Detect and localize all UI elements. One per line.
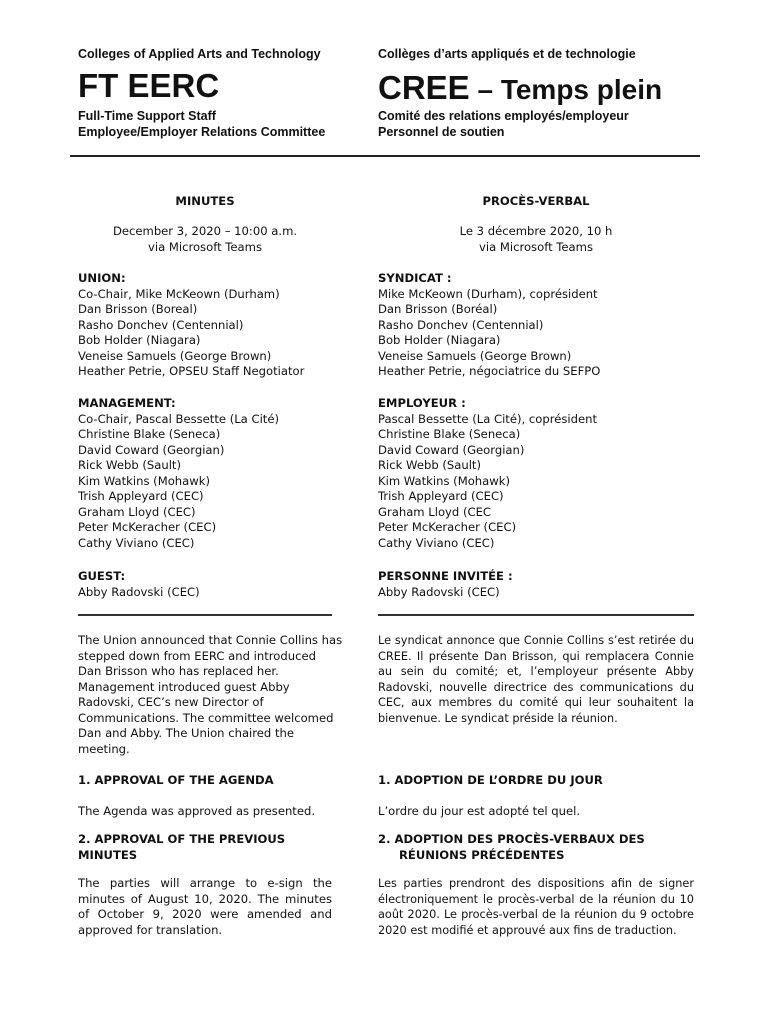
pv-heading: PROCÈS-VERBAL (482, 194, 590, 208)
union-member-en: Bob Holder (Niagara) (78, 333, 201, 347)
subtitle-en-line1: Full-Time Support Staff (78, 109, 216, 123)
management-block-en (78, 396, 332, 551)
intro-paragraph-en (78, 633, 343, 757)
management-member-fr: Trish Appleyard (CEC) (378, 489, 504, 503)
management-member-en: Graham Lloyd (CEC) (78, 504, 196, 519)
title-en: FT EERC (78, 67, 220, 104)
union-member-en: Heather Petrie, OPSEU Staff Negotiator (78, 364, 305, 378)
intro-line-en: The Union announced that Connie Collins has (78, 633, 343, 647)
intro-line-en: Communications. The committee welcomed (78, 710, 334, 725)
header-divider (70, 155, 700, 157)
management-member-en: David Coward (Georgian) (78, 442, 225, 457)
subtitle-en (78, 108, 368, 140)
management-member-fr: Pascal Bessette (La Cité), coprésident (378, 411, 597, 426)
subtitle-fr (378, 108, 694, 140)
meeting-place-fr: via Microsoft Teams (478, 239, 593, 254)
subtitle-en-line2: Employee/Employer Relations Committee (78, 125, 326, 139)
guest-member-en: Abby Radovski (CEC) (78, 584, 200, 599)
management-member-en: Co-Chair, Pascal Bessette (La Cité) (78, 411, 279, 426)
union-heading-en: UNION: (78, 271, 126, 285)
intro-line-en: stepped down from EERC and introduced (78, 648, 316, 663)
management-member-fr: Peter McKeracher (CEC) (378, 520, 517, 534)
union-block-fr (378, 271, 694, 380)
guest-member-fr: Abby Radovski (CEC) (378, 584, 500, 599)
union-member-fr: Mike McKeown (Durham), coprésident (378, 286, 598, 301)
management-member-fr: Kim Watkins (Mohawk) (378, 473, 510, 488)
section1-text-fr: L’ordre du jour est adopté tel quel. (378, 804, 581, 818)
meeting-date-en: December 3, 2020 – 10:00 a.m. (112, 224, 298, 238)
management-heading-fr: EMPLOYEUR : (378, 396, 466, 410)
management-member-fr: Cathy Viviano (CEC) (378, 535, 495, 550)
org-name-fr: Collèges d’arts appliqués et de technologie (378, 47, 636, 61)
intro-line-en: Dan and Abby. The Union chaired the (78, 726, 294, 740)
minutes-heading: MINUTES (175, 194, 235, 208)
section1-heading-en: 1. APPROVAL OF THE AGENDA (78, 773, 274, 787)
union-member-fr: Dan Brisson (Boréal) (378, 302, 498, 316)
union-member-fr: Rasho Donchev (Centennial) (378, 317, 544, 332)
subtitle-fr-line2: Personnel de soutien (378, 125, 505, 139)
section2-text-fr: Les parties prendront des dispositions afin de signer électroniquement le procès-verbal de la réunion du 10 août 2020. Le procès-verbal de la réunion du 9 octobre 2020 est modifié et approuvé aux fins de traduction. (378, 877, 694, 937)
section2-heading-en (78, 832, 332, 863)
title-fr-rest: – Temps plein (469, 74, 663, 105)
title-fr-main: CREE (378, 69, 470, 106)
org-name-en: Colleges of Applied Arts and Technology (78, 47, 321, 61)
union-heading-fr: SYNDICAT : (378, 271, 452, 285)
management-member-fr: Graham Lloyd (CEC (378, 504, 492, 519)
union-member-fr: Bob Holder (Niagara) (378, 333, 501, 347)
intro-paragraph-fr: Le syndicat annonce que Connie Collins s’est retirée du CREE. Il présente Dan Brisson, qui remplacera Connie au sein du comité; et, l’employeur présente Abby Radovski, nouvelle directrice des communications du CEC, aux membres du comité qui leur souhaitent la bienvenue. Le syndicat préside la réunion. (378, 634, 694, 725)
union-block-en (78, 271, 332, 380)
guest-block-fr (378, 569, 694, 600)
meeting-date-fr: Le 3 décembre 2020, 10 h (459, 224, 613, 238)
section2-heading-fr-line1: 2. ADOPTION DES PROCÈS-VERBAUX DES (378, 832, 645, 846)
management-member-en: Kim Watkins (Mohawk) (78, 473, 210, 488)
section-divider-en (78, 614, 332, 616)
section1-text-en: The Agenda was approved as presented. (78, 804, 316, 818)
union-member-en: Dan Brisson (Boreal) (78, 302, 198, 316)
meeting-place-en: via Microsoft Teams (147, 239, 262, 254)
section2-heading-fr-line2: RÉUNIONS PRÉCÉDENTES (399, 847, 565, 862)
meeting-info-fr (378, 224, 694, 255)
management-block-fr (378, 396, 694, 551)
union-member-fr: Heather Petrie, négociatrice du SEFPO (378, 364, 601, 378)
guest-heading-fr: PERSONNE INVITÉE : (378, 569, 513, 583)
intro-line-en: meeting. (78, 741, 130, 756)
management-member-fr: David Coward (Georgian) (378, 442, 525, 457)
meeting-info-en (78, 224, 332, 255)
union-member-fr: Veneise Samuels (George Brown) (378, 348, 572, 363)
management-member-en: Peter McKeracher (CEC) (78, 520, 217, 534)
section2-heading-en-line1: 2. APPROVAL OF THE PREVIOUS (78, 832, 286, 846)
intro-line-en: Management introduced guest Abby (78, 679, 290, 694)
management-member-en: Christine Blake (Seneca) (78, 427, 221, 441)
section1-heading-fr: 1. ADOPTION DE L’ORDRE DU JOUR (378, 773, 603, 787)
section2-text-en: The parties will arrange to e-sign the minutes of August 10, 2020. The minutes of October 9, 2020 were amended and approved for translation. (78, 876, 332, 937)
management-member-en: Rick Webb (Sault) (78, 458, 181, 472)
management-member-fr: Christine Blake (Seneca) (378, 427, 521, 441)
section2-heading-fr (378, 832, 694, 863)
section-divider-fr (378, 614, 694, 616)
section2-heading-en-line2: MINUTES (78, 847, 138, 862)
management-member-en: Trish Appleyard (CEC) (78, 489, 204, 503)
subtitle-fr-line1: Comité des relations employés/employeur (378, 109, 629, 123)
management-heading-en: MANAGEMENT: (78, 396, 176, 410)
guest-heading-en: GUEST: (78, 569, 126, 583)
management-member-en: Cathy Viviano (CEC) (78, 535, 195, 550)
intro-line-en: Radovski, CEC’s new Director of (78, 695, 264, 709)
guest-block-en (78, 569, 332, 600)
union-member-en: Veneise Samuels (George Brown) (78, 348, 272, 363)
intro-line-en: Dan Brisson who has replaced her. (78, 664, 279, 678)
management-member-fr: Rick Webb (Sault) (378, 458, 481, 472)
title-fr (378, 70, 694, 108)
union-member-en: Rasho Donchev (Centennial) (78, 317, 244, 332)
union-member-en: Co-Chair, Mike McKeown (Durham) (78, 286, 280, 301)
